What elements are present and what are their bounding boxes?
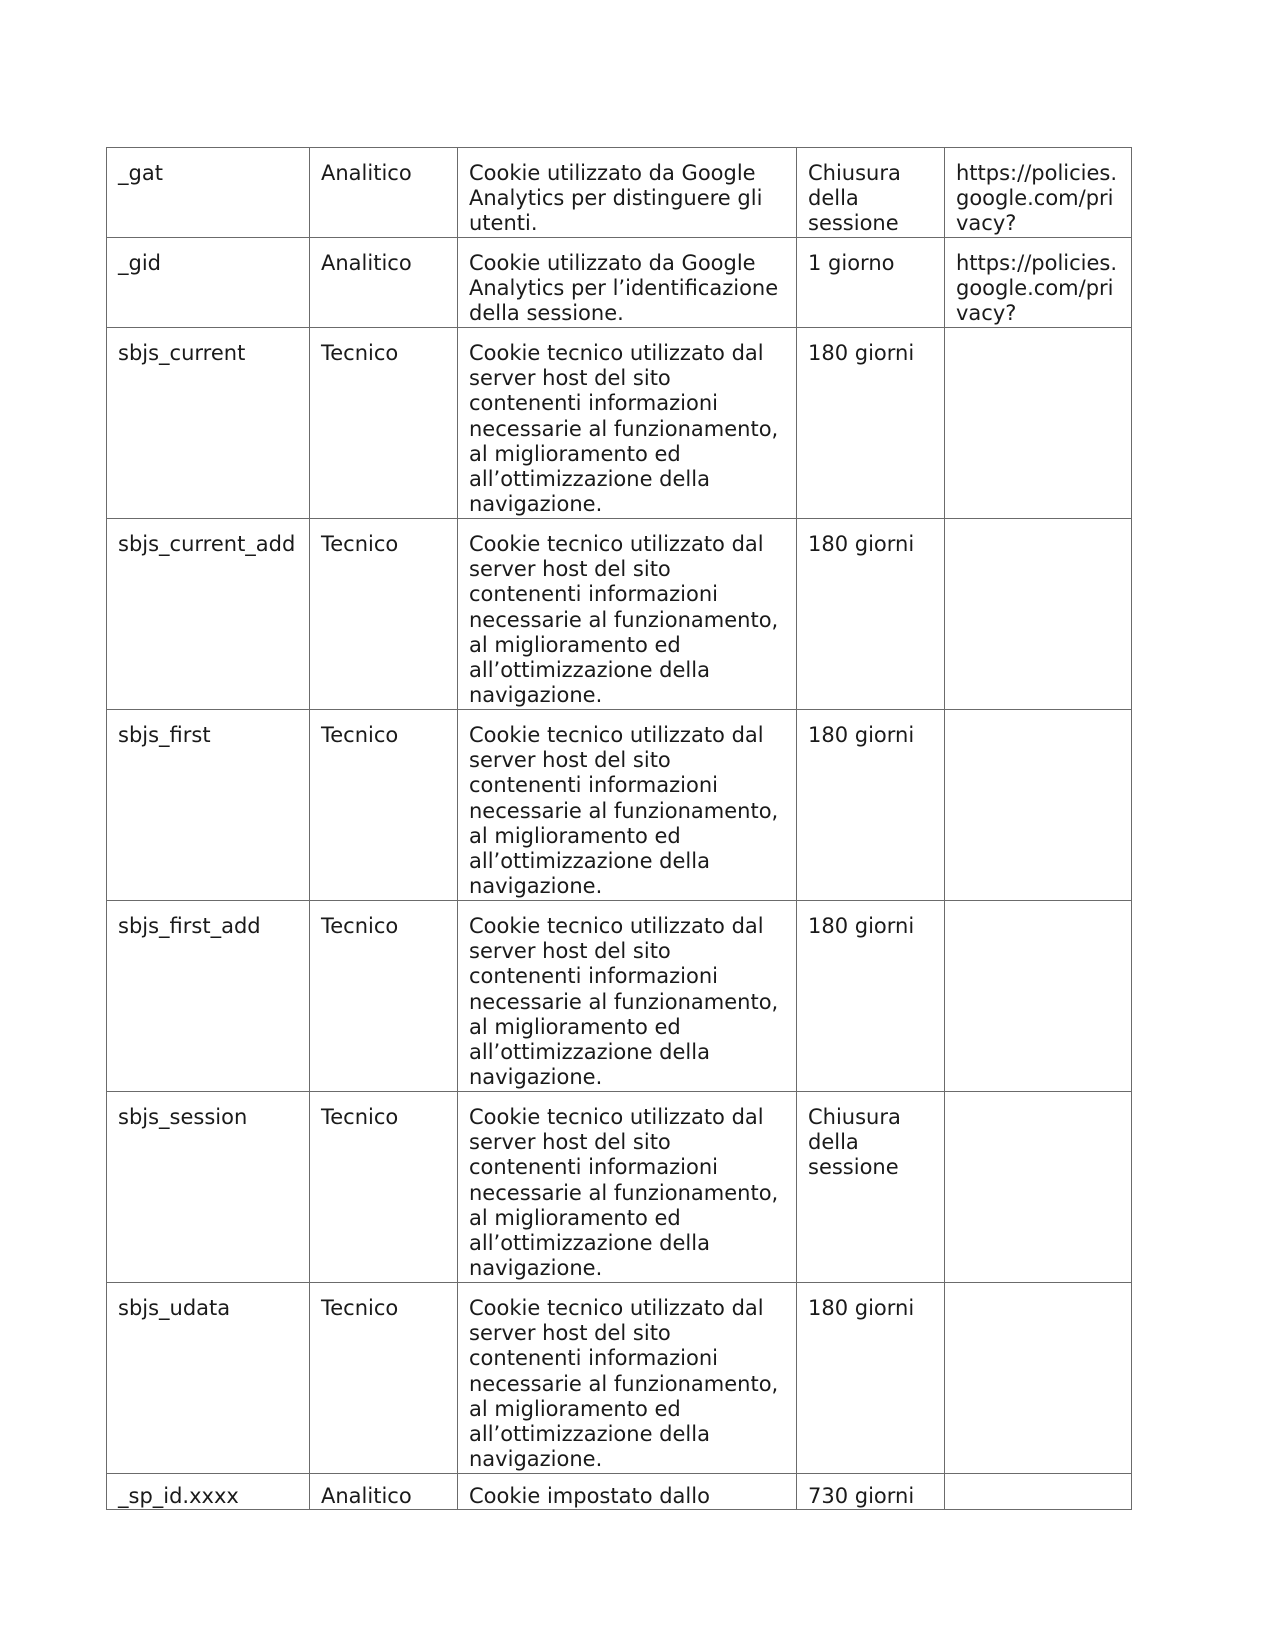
table-row	[107, 1283, 1132, 1474]
cookie-description: Cookie tecnico utilizzato dal server host del sito contenenti informazioni necessarie al funzionamento, al miglioramento ed all’ottimizzazione della navigazione.	[458, 901, 797, 1092]
cookie-policy	[945, 901, 1132, 1092]
cookie-type: Tecnico	[310, 1092, 458, 1283]
cookie-name: sbjs_first_add	[107, 901, 310, 1092]
cookie-type: Analitico	[310, 148, 458, 238]
cookie-duration: 180 giorni	[797, 328, 945, 519]
cookie-duration: 1 giorno	[797, 238, 945, 328]
cookie-description: Cookie tecnico utilizzato dal server host del sito contenenti informazioni necessarie al funzionamento, al miglioramento ed all’ottimizzazione della navigazione.	[458, 519, 797, 710]
table-row	[107, 901, 1132, 1092]
cookie-name: sbjs_udata	[107, 1283, 310, 1474]
cookie-type: Analitico	[310, 1474, 458, 1510]
cookie-name: _gid	[107, 238, 310, 328]
table-row	[107, 148, 1132, 238]
cookie-duration: 180 giorni	[797, 519, 945, 710]
cookie-name: _gat	[107, 148, 310, 238]
cookie-type: Tecnico	[310, 1283, 458, 1474]
table-row	[107, 1092, 1132, 1283]
cookie-description: Cookie utilizzato da Google Analytics per distinguere gli utenti.	[458, 148, 797, 238]
cookie-description: Cookie utilizzato da Google Analytics per l’identificazione della sessione.	[458, 238, 797, 328]
cookie-duration: 180 giorni	[797, 1283, 945, 1474]
cookie-duration: 180 giorni	[797, 710, 945, 901]
cookie-policy	[945, 1474, 1132, 1510]
cookie-type: Tecnico	[310, 710, 458, 901]
cookie-type: Analitico	[310, 238, 458, 328]
cookie-description: Cookie tecnico utilizzato dal server host del sito contenenti informazioni necessarie al funzionamento, al miglioramento ed all’ottimizzazione della navigazione.	[458, 328, 797, 519]
cookie-name: sbjs_first	[107, 710, 310, 901]
table-row	[107, 328, 1132, 519]
cookie-name: _sp_id.xxxx	[107, 1474, 310, 1510]
cookie-policy-link[interactable]: https://policies.google.com/privacy?	[945, 148, 1132, 238]
cookie-description: Cookie tecnico utilizzato dal server host del sito contenenti informazioni necessarie al funzionamento, al miglioramento ed all’ottimizzazione della navigazione.	[458, 1283, 797, 1474]
cookie-name: sbjs_current_add	[107, 519, 310, 710]
cookie-duration: Chiusura della sessione	[797, 1092, 945, 1283]
cookie-name: sbjs_current	[107, 328, 310, 519]
cookie-policy	[945, 328, 1132, 519]
cookie-policy	[945, 519, 1132, 710]
cookie-description: Cookie impostato dallo	[458, 1474, 797, 1510]
cookie-description: Cookie tecnico utilizzato dal server host del sito contenenti informazioni necessarie al funzionamento, al miglioramento ed all’ottimizzazione della navigazione.	[458, 710, 797, 901]
cookie-description: Cookie tecnico utilizzato dal server host del sito contenenti informazioni necessarie al funzionamento, al miglioramento ed all’ottimizzazione della navigazione.	[458, 1092, 797, 1283]
cookie-policy	[945, 1283, 1132, 1474]
cookie-duration: Chiusura della sessione	[797, 148, 945, 238]
cookie-name: sbjs_session	[107, 1092, 310, 1283]
table-row	[107, 710, 1132, 901]
cookie-duration: 730 giorni	[797, 1474, 945, 1510]
cookie-policy	[945, 1092, 1132, 1283]
table-row	[107, 519, 1132, 710]
cookie-table	[106, 147, 1132, 1510]
cookie-type: Tecnico	[310, 519, 458, 710]
cookie-policy	[945, 710, 1132, 901]
cookie-duration: 180 giorni	[797, 901, 945, 1092]
cookie-type: Tecnico	[310, 328, 458, 519]
table-row	[107, 238, 1132, 328]
table-row	[107, 1474, 1132, 1510]
cookie-type: Tecnico	[310, 901, 458, 1092]
cookie-policy-link[interactable]: https://policies.google.com/privacy?	[945, 238, 1132, 328]
